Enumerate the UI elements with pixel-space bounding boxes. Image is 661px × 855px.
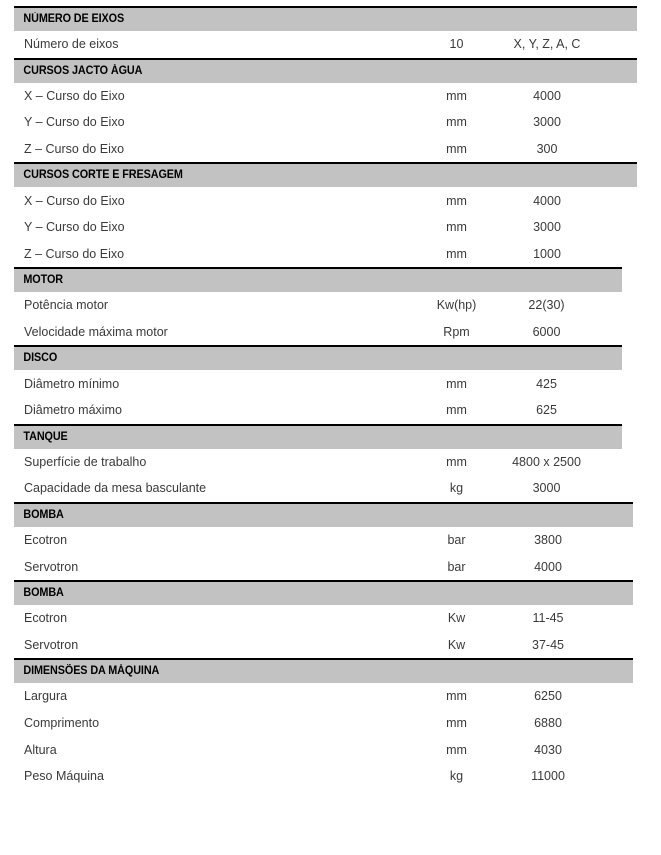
row-unit: mm <box>446 246 467 261</box>
table-row <box>14 109 637 136</box>
row-label: Superfície de trabalho <box>24 454 147 469</box>
row-value: 3000 <box>533 115 561 130</box>
table-row <box>14 605 633 632</box>
row-label: Diâmetro máximo <box>24 403 122 418</box>
section-header-label: NÚMERO DE EIXOS <box>23 13 125 25</box>
row-label: X – Curso do Eixo <box>24 88 125 103</box>
spec-section <box>14 6 637 58</box>
row-value: 37-45 <box>532 637 564 652</box>
spec-section <box>14 162 637 267</box>
row-unit: mm <box>446 403 467 418</box>
spec-section <box>14 658 633 789</box>
row-label: Potência motor <box>24 298 109 313</box>
section-rows <box>14 527 633 580</box>
section-rows <box>14 370 622 423</box>
row-label: Número de eixos <box>24 37 119 52</box>
section-rows <box>14 449 622 502</box>
section-rows <box>14 83 637 163</box>
row-value: 4030 <box>534 742 562 757</box>
row-value: 4000 <box>533 193 561 208</box>
row-label: Velocidade máxima motor <box>24 325 168 340</box>
spec-section <box>14 345 622 423</box>
row-value: 4000 <box>533 88 561 103</box>
spec-section <box>14 580 633 658</box>
spec-section <box>14 58 637 163</box>
row-unit: mm <box>446 742 467 757</box>
section-header-label: CURSOS JACTO ÁGUA <box>23 64 143 77</box>
table-row <box>14 683 633 710</box>
row-value: 6880 <box>534 715 562 730</box>
table-row <box>14 83 637 110</box>
section-header <box>14 502 633 527</box>
row-label: Servotron <box>24 637 79 652</box>
section-header <box>14 658 633 683</box>
row-unit: mm <box>446 454 467 469</box>
table-row <box>14 397 622 424</box>
section-header <box>14 424 622 449</box>
table-row <box>14 241 637 268</box>
section-rows <box>14 683 633 789</box>
row-unit: Rpm <box>443 325 470 340</box>
row-value: 425 <box>536 376 557 391</box>
section-header <box>14 345 622 370</box>
row-unit: mm <box>446 193 467 208</box>
section-rows <box>14 605 633 658</box>
section-header <box>14 6 637 31</box>
row-unit: kg <box>449 481 464 496</box>
row-label: Z – Curso do Eixo <box>24 246 125 261</box>
table-row <box>14 475 622 502</box>
table-row <box>14 449 622 476</box>
row-unit: mm <box>446 689 467 704</box>
section-header-label: CURSOS CORTE E FRESAGEM <box>23 169 183 182</box>
row-value: 6250 <box>534 689 562 704</box>
section-header <box>14 267 622 292</box>
row-label: Ecotron <box>24 611 68 626</box>
section-header <box>14 580 633 605</box>
row-value: 11-45 <box>532 611 564 626</box>
table-row <box>14 710 633 737</box>
section-header-label: DISCO <box>23 352 58 365</box>
section-rows <box>14 292 622 345</box>
row-label: Z – Curso do Eixo <box>24 142 125 157</box>
section-rows <box>14 187 637 267</box>
row-unit: bar <box>447 533 466 548</box>
row-label: X – Curso do Eixo <box>24 193 125 208</box>
section-header <box>14 162 637 187</box>
row-unit: kg <box>449 769 464 784</box>
table-row <box>14 292 622 319</box>
row-value: 22(30) <box>528 298 565 313</box>
row-label: Diâmetro mínimo <box>24 376 120 391</box>
row-value: 3800 <box>534 533 562 548</box>
row-value: 625 <box>536 403 557 418</box>
row-unit: bar <box>447 559 466 574</box>
table-row <box>14 214 637 241</box>
row-label: Servotron <box>24 559 79 574</box>
row-value: 11000 <box>531 769 565 784</box>
row-label: Largura <box>24 689 68 704</box>
row-value: 4000 <box>534 559 562 574</box>
row-value: 300 <box>536 142 558 157</box>
row-unit: Kw <box>447 611 466 626</box>
row-unit: mm <box>446 376 467 391</box>
row-value: 3000 <box>532 481 561 496</box>
table-row <box>14 136 637 163</box>
row-unit: Kw <box>447 637 466 652</box>
table-row <box>14 553 633 580</box>
section-header <box>14 58 637 83</box>
row-unit: 10 <box>449 37 464 52</box>
row-label: Y – Curso do Eixo <box>24 115 125 130</box>
table-row <box>14 632 633 659</box>
section-header-label: DIMENSÕES DA MÁQUINA <box>23 665 160 678</box>
table-row <box>14 370 622 397</box>
row-label: Capacidade da mesa basculante <box>24 481 207 496</box>
spec-section <box>14 267 622 345</box>
row-unit: mm <box>446 715 467 730</box>
row-label: Comprimento <box>24 715 100 730</box>
table-row <box>14 187 637 214</box>
row-label: Peso Máquina <box>24 769 104 784</box>
section-header-label: MOTOR <box>23 274 63 287</box>
spec-section <box>14 424 622 502</box>
row-unit: mm <box>446 142 467 157</box>
row-value: X, Y, Z, A, C <box>513 37 581 52</box>
spec-section <box>14 502 633 580</box>
row-value: 4800 x 2500 <box>512 454 581 469</box>
section-header-label: TANQUE <box>23 430 68 443</box>
row-label: Altura <box>24 742 57 757</box>
table-row <box>14 527 633 554</box>
table-row <box>14 31 637 58</box>
table-row <box>14 763 633 790</box>
section-header-label: BOMBA <box>23 586 64 599</box>
table-row <box>14 319 622 346</box>
row-value: 3000 <box>533 220 561 235</box>
row-value: 1000 <box>533 246 561 261</box>
section-rows <box>14 31 637 58</box>
row-unit: mm <box>446 88 467 103</box>
section-header-label: BOMBA <box>23 508 64 521</box>
row-value: 6000 <box>532 325 561 340</box>
row-label: Y – Curso do Eixo <box>24 220 125 235</box>
row-unit: mm <box>446 115 467 130</box>
table-row <box>14 736 633 763</box>
row-unit: Kw(hp) <box>436 298 477 313</box>
row-unit: mm <box>446 220 467 235</box>
row-label: Ecotron <box>24 533 68 548</box>
